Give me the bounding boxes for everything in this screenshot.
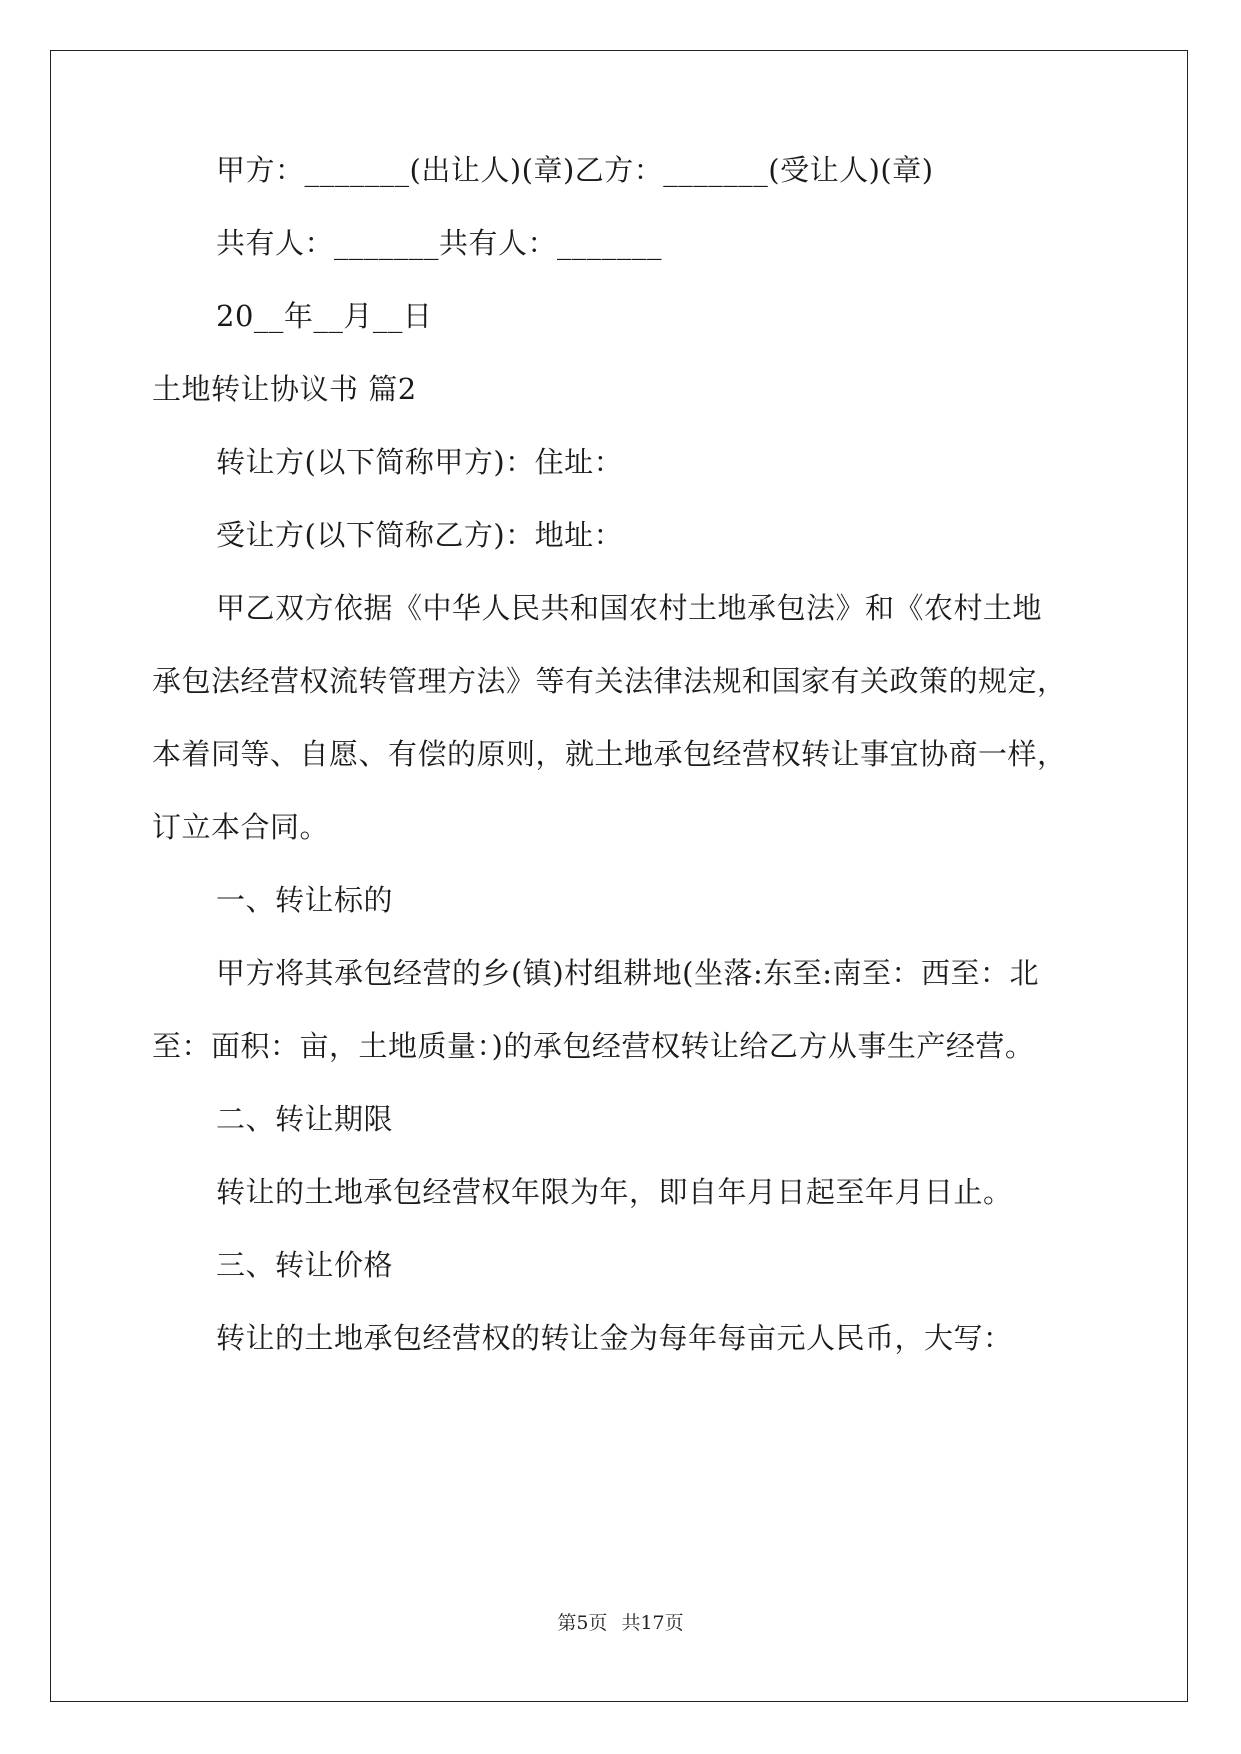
paragraph-line: 承包法经营权流转管理方法》等有关法律法规和国家有关政策的规定，: [152, 664, 1067, 698]
section-heading: 土地转让协议书 篇2: [152, 372, 417, 406]
paragraph-line: 甲乙双方依据《中华人民共和国农村土地承包法》和《农村土地: [216, 591, 1043, 625]
transferee-line: 受让方(以下简称乙方)：地址：: [216, 518, 624, 552]
transferor-line: 转让方(以下简称甲方)：住址：: [216, 445, 624, 479]
paragraph-line: 甲方将其承包经营的乡(镇)村组耕地(坐落:东至:南至：西至：北: [216, 956, 1039, 990]
paragraph-line: 转让的土地承包经营权年限为年，即自年月日起至年月日止。: [216, 1175, 1013, 1209]
clause-heading-1: 一、转让标的: [216, 883, 394, 917]
signature-line-parties: 甲方：_______(出让人)(章)乙方：_______(受让人)(章): [216, 153, 934, 187]
paragraph-line: 至：面积：亩，土地质量：)的承包经营权转让给乙方从事生产经营。: [152, 1029, 1035, 1063]
paragraph-line: 转让的土地承包经营权的转让金为每年每亩元人民币，大写：: [216, 1321, 1013, 1355]
clause-heading-3: 三、转让价格: [216, 1248, 394, 1282]
signature-line-co-owners: 共有人：_______共有人：_______: [216, 226, 663, 260]
page-number: 第5页: [557, 1612, 608, 1634]
page-footer: [0, 1611, 1241, 1635]
date-line: 20__年__月__日: [216, 299, 433, 333]
paragraph-line: 本着同等、自愿、有偿的原则，就土地承包经营权转让事宜协商一样，: [152, 737, 1067, 771]
page-total: 共17页: [621, 1612, 684, 1634]
clause-heading-2: 二、转让期限: [216, 1102, 394, 1136]
paragraph-line: 订立本合同。: [152, 810, 330, 844]
